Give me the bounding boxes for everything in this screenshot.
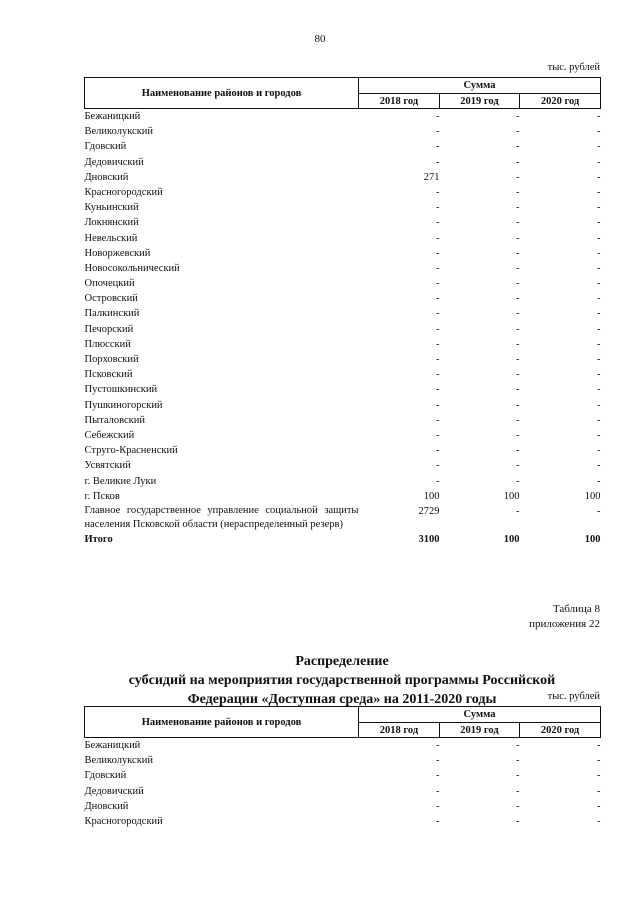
region-name: Бежаницкий (84, 111, 141, 122)
value-2019: - (516, 384, 520, 396)
table-row (85, 352, 601, 367)
table-row (85, 215, 601, 230)
total-2018: 3100 (418, 534, 440, 546)
value-2018: 100 (423, 490, 440, 502)
value-2020: - (597, 354, 601, 365)
value-2018: - (436, 141, 440, 153)
value-2019: - (516, 293, 520, 305)
value-2019: - (516, 126, 520, 138)
value-2019: - (516, 399, 520, 411)
value-2020: - (597, 505, 601, 517)
heading-line-1: Распределение (295, 654, 389, 669)
table-row (85, 306, 601, 321)
value-2020: - (597, 475, 601, 487)
value-2019: - (516, 262, 520, 274)
value-2020: - (597, 111, 601, 122)
value-2020: - (597, 785, 601, 797)
region-name: Локнянский (84, 217, 139, 229)
value-2019: - (516, 740, 520, 751)
value-2020: - (597, 414, 601, 426)
value-2018: - (436, 217, 440, 229)
region-name: Печорский (84, 323, 134, 335)
table-row (85, 814, 601, 829)
value-2018: - (436, 186, 440, 198)
table-row (85, 231, 601, 246)
value-2020: - (597, 755, 601, 767)
value-2020: - (597, 217, 601, 229)
table-row (85, 382, 601, 397)
table-row (85, 291, 601, 306)
table-row (85, 428, 601, 443)
table-row (85, 768, 601, 783)
name-column-header: Наименование районов и городов (85, 78, 359, 109)
value-2020: - (597, 232, 601, 244)
value-2019: - (516, 156, 520, 168)
value-2019: - (516, 247, 520, 259)
region-name: Красногородский (84, 815, 163, 827)
year-header-2019: 2019 год (440, 94, 520, 109)
year-header-2020: 2020 год (520, 94, 601, 109)
table-row (85, 367, 601, 382)
value-2019: - (516, 308, 520, 320)
value-2018: - (436, 247, 440, 259)
value-2019: - (516, 111, 520, 122)
table-row (85, 799, 601, 814)
value-2019: - (516, 323, 520, 335)
table-row (85, 246, 601, 261)
year-header-2020: 2020 год (520, 723, 601, 738)
value-2018: 271 (423, 171, 440, 183)
table-row (85, 443, 601, 458)
table-row (85, 398, 601, 413)
value-2020: - (597, 369, 601, 381)
value-2020: - (597, 141, 601, 153)
section-heading (84, 652, 600, 709)
value-2018: - (436, 445, 440, 457)
region-name: Пушкиногорский (84, 399, 163, 411)
value-2020: - (597, 338, 601, 350)
value-2018: - (436, 156, 440, 168)
year-header-2018: 2018 год (359, 94, 440, 109)
region-name: Опочецкий (84, 278, 135, 290)
units-label-1: тыс. рублей (547, 62, 600, 73)
region-name: Великолукский (84, 126, 154, 138)
region-name: Главное государственное управление социальной защиты населения Псковской области (нераспределенный резерв) (84, 504, 359, 530)
region-name: Островский (84, 293, 138, 305)
value-2020: - (597, 445, 601, 457)
value-2019: - (516, 815, 520, 827)
value-2020: - (597, 460, 601, 472)
region-name: Псковский (84, 369, 133, 381)
value-2020: - (597, 202, 601, 214)
table-row (85, 139, 601, 154)
region-name: Дедовичский (84, 785, 144, 797)
heading-line-3: Федерации «Доступная среда» на 2011-2020 годы (187, 692, 497, 707)
year-header-2018: 2018 год (359, 723, 440, 738)
table-row (85, 261, 601, 276)
value-2018: - (436, 293, 440, 305)
value-2020: - (597, 126, 601, 138)
value-2018: - (436, 323, 440, 335)
heading-line-2: субсидий на мероприятия государственной программы Российской (128, 673, 556, 688)
value-2018: - (436, 232, 440, 244)
region-name: Куньинский (84, 202, 139, 214)
region-name: Порховский (84, 354, 139, 365)
value-2019: 100 (503, 490, 520, 502)
table-row (85, 109, 601, 125)
value-2020: - (597, 800, 601, 812)
table-row (85, 504, 601, 532)
value-2020: 100 (584, 490, 601, 502)
value-2019: - (516, 338, 520, 350)
value-2019: - (516, 505, 520, 517)
value-2019: - (516, 460, 520, 472)
value-2020: - (597, 171, 601, 183)
sum-header: Сумма (359, 707, 601, 723)
region-name: Бежаницкий (84, 740, 141, 751)
region-name: Струго-Красненский (84, 445, 178, 457)
value-2020: - (597, 815, 601, 827)
value-2018: - (436, 202, 440, 214)
table-row (85, 738, 601, 754)
region-name: Красногородский (84, 186, 163, 198)
value-2019: - (516, 171, 520, 183)
name-column-header: Наименование районов и городов (85, 707, 359, 738)
value-2019: - (516, 770, 520, 782)
value-2019: - (516, 429, 520, 441)
value-2020: - (597, 740, 601, 751)
value-2019: - (516, 278, 520, 290)
value-2018: - (436, 460, 440, 472)
value-2019: - (516, 354, 520, 365)
value-2018: - (436, 785, 440, 797)
table-row (85, 458, 601, 473)
table-row (85, 124, 601, 139)
region-name: Великолукский (84, 755, 154, 767)
region-name: Новоржевский (84, 247, 151, 259)
value-2018: - (436, 354, 440, 365)
table-number: Таблица 8 (552, 603, 600, 615)
value-2018: - (436, 740, 440, 751)
value-2020: - (597, 399, 601, 411)
value-2018: - (436, 111, 440, 122)
value-2019: - (516, 232, 520, 244)
region-name: Плюсский (84, 338, 131, 350)
value-2020: - (597, 429, 601, 441)
region-name: Гдовский (84, 141, 127, 153)
value-2020: - (597, 293, 601, 305)
value-2018: - (436, 800, 440, 812)
region-name: Дедовичский (84, 156, 144, 168)
value-2019: - (516, 202, 520, 214)
table-label (529, 602, 600, 632)
table-row (85, 200, 601, 215)
subsidy-table-1 (84, 77, 601, 547)
units-label-2: тыс. рублей (547, 691, 600, 702)
value-2019: - (516, 414, 520, 426)
value-2018: - (436, 429, 440, 441)
table-row (85, 489, 601, 504)
value-2018: - (436, 262, 440, 274)
value-2019: - (516, 475, 520, 487)
region-name: Пыталовский (84, 414, 145, 426)
region-name: г. Великие Луки (84, 475, 157, 487)
value-2019: - (516, 785, 520, 797)
region-name: Дновский (84, 800, 129, 812)
total-label: Итого (84, 534, 113, 546)
table-row (85, 322, 601, 337)
table-1-body (85, 109, 601, 548)
value-2020: - (597, 156, 601, 168)
region-name: Себежский (84, 429, 135, 441)
region-name: Палкинский (84, 308, 140, 320)
value-2019: - (516, 217, 520, 229)
value-2018: 2729 (418, 505, 440, 517)
region-name: Дновский (84, 171, 129, 183)
subsidy-table-2 (84, 706, 601, 829)
value-2020: - (597, 278, 601, 290)
value-2020: - (597, 308, 601, 320)
value-2018: - (436, 278, 440, 290)
table-row (85, 185, 601, 200)
value-2018: - (436, 308, 440, 320)
value-2018: - (436, 755, 440, 767)
table-row (85, 337, 601, 352)
value-2019: - (516, 445, 520, 457)
value-2020: - (597, 770, 601, 782)
table-row (85, 170, 601, 185)
value-2018: - (436, 369, 440, 381)
region-name: г. Псков (84, 490, 120, 502)
value-2020: - (597, 323, 601, 335)
value-2018: - (436, 815, 440, 827)
page-number: 80 (314, 33, 326, 45)
table-row (85, 276, 601, 291)
table-2-body (85, 738, 601, 830)
value-2020: - (597, 384, 601, 396)
total-2019: 100 (503, 534, 520, 546)
value-2020: - (597, 186, 601, 198)
region-name: Невельский (84, 232, 138, 244)
region-name: Усвятский (84, 460, 131, 472)
value-2020: - (597, 247, 601, 259)
value-2018: - (436, 770, 440, 782)
value-2019: - (516, 141, 520, 153)
sum-header: Сумма (359, 78, 601, 94)
value-2019: - (516, 186, 520, 198)
region-name: Новосокольнический (84, 262, 180, 274)
value-2018: - (436, 384, 440, 396)
value-2019: - (516, 755, 520, 767)
value-2018: - (436, 338, 440, 350)
total-row (85, 532, 601, 547)
table-row (85, 753, 601, 768)
appendix-number: приложения 22 (529, 618, 600, 630)
value-2019: - (516, 369, 520, 381)
value-2018: - (436, 399, 440, 411)
value-2020: - (597, 262, 601, 274)
table-row (85, 474, 601, 489)
value-2018: - (436, 126, 440, 138)
region-name: Гдовский (84, 770, 127, 782)
region-name: Пустошкинский (84, 384, 158, 396)
table-row (85, 413, 601, 428)
table-row (85, 155, 601, 170)
value-2019: - (516, 800, 520, 812)
year-header-2019: 2019 год (440, 723, 520, 738)
value-2018: - (436, 475, 440, 487)
table-row (85, 784, 601, 799)
value-2018: - (436, 414, 440, 426)
total-2020: 100 (584, 534, 601, 546)
